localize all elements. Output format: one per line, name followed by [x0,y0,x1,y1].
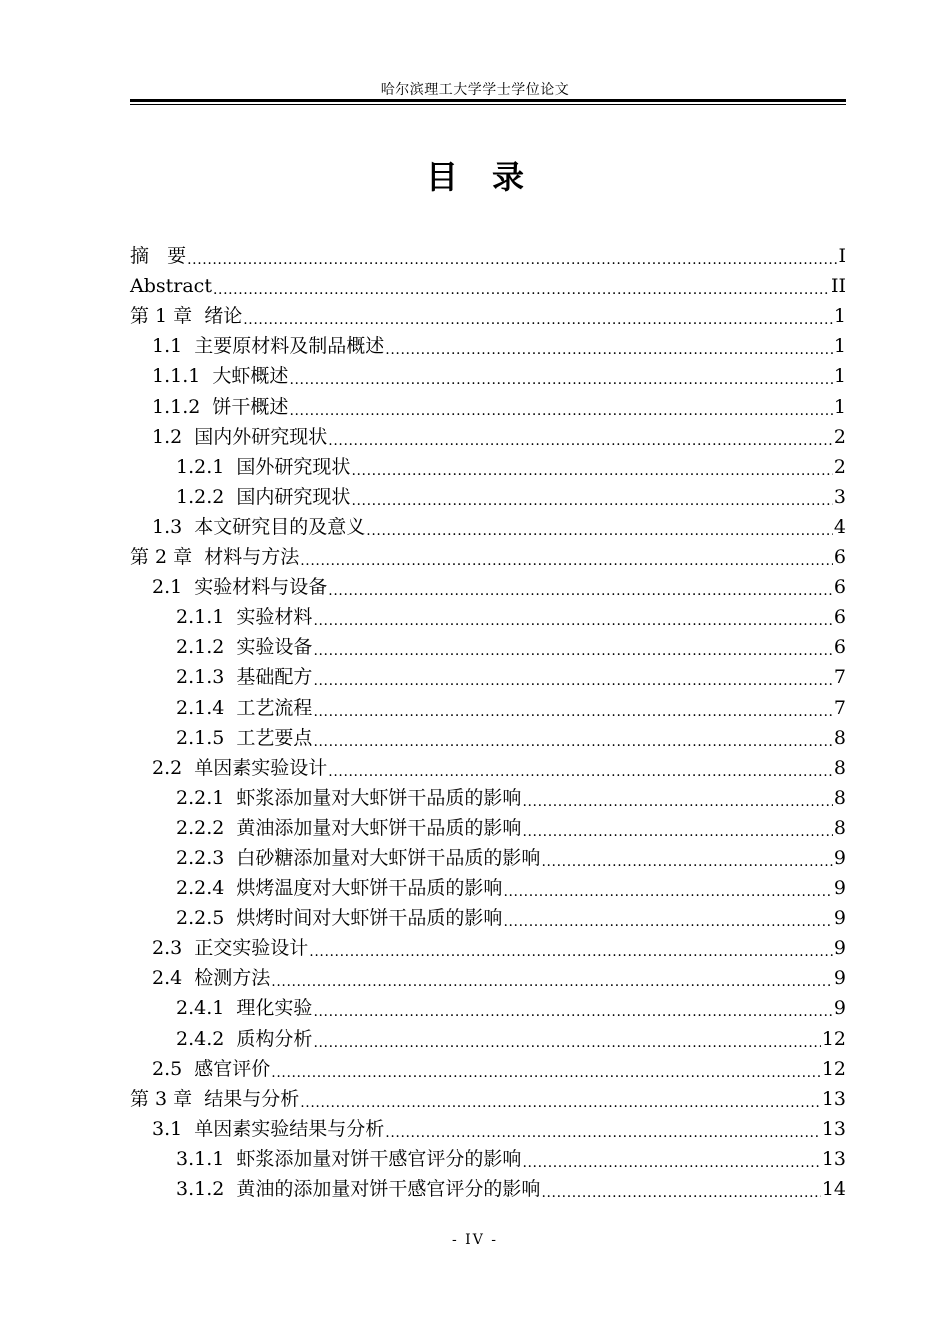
toc-entry-page: 1 [833,395,846,418]
toc-entry-label: 2.1.1 实验材料 [176,606,313,629]
toc-entry[interactable] [130,572,846,602]
toc-entry-label: 第 1 章 绪论 [130,305,243,328]
toc-entry-label: 摘 要 [130,245,187,268]
toc-entry-page: 13 [821,1117,846,1140]
toc-entry-label: Abstract [130,275,212,298]
toc-entry-page: 12 [821,1057,846,1080]
toc-entry[interactable] [130,632,846,662]
toc-dot-leader [313,670,832,692]
toc-entry-label: 2.2.3 白砂糖添加量对大虾饼干品质的影响 [176,846,541,869]
toc-dot-leader [289,400,832,422]
toc-entry-label: 2.4 检测方法 [152,967,271,990]
toc-entry-label: 3.1 单因素实验结果与分析 [152,1117,385,1140]
running-header: 哈尔滨理工大学学士学位论文 [380,82,570,98]
toc-entry[interactable] [130,1023,846,1053]
toc-dot-leader [503,881,832,903]
toc-entry-label: 1.1.2 饼干概述 [152,395,289,418]
toc-entry[interactable] [130,452,846,482]
toc-entry-label: 2.1.3 基础配方 [176,666,313,689]
toc-entry-page: 9 [833,967,846,990]
toc-dot-leader [541,851,832,873]
toc-entry-label: 1.3 本文研究目的及意义 [152,515,366,538]
toc-entry-label: 2.1.2 实验设备 [176,636,313,659]
toc-dot-leader [271,1062,821,1084]
toc-dot-leader [313,1032,820,1054]
toc-entry-page: 9 [833,877,846,900]
toc-dot-leader [522,791,832,813]
toc-dot-leader [328,761,833,783]
toc-entry[interactable] [130,361,846,391]
toc-entry-page: 7 [833,666,846,689]
toc-entry-page: 8 [833,756,846,779]
toc-entry-page: 2 [833,425,846,448]
toc-dot-leader [522,1152,820,1174]
toc-dot-leader [328,430,833,452]
toc-dot-leader [313,731,832,753]
toc-entry-page: 9 [833,937,846,960]
toc-dot-leader [313,640,832,662]
toc-entry[interactable] [130,903,846,933]
toc-dot-leader [385,1122,821,1144]
toc-entry[interactable] [130,662,846,692]
toc-dot-leader [503,911,832,933]
toc-entry[interactable] [130,271,846,301]
toc-dot-leader [187,249,837,271]
toc-entry[interactable] [130,391,846,421]
toc-entry[interactable] [130,873,846,903]
toc-entry-label: 3.1.1 虾浆添加量对饼干感官评分的影响 [176,1147,522,1170]
toc-dot-leader [309,941,833,963]
toc-entry-page: I [838,245,846,268]
toc-entry[interactable] [130,933,846,963]
toc-entry[interactable] [130,542,846,572]
toc-entry-page: 7 [833,696,846,719]
toc-entry[interactable] [130,1174,846,1204]
toc-entry[interactable] [130,692,846,722]
toc-entry-label: 1.2 国内外研究现状 [152,425,328,448]
toc-dot-leader [328,580,833,602]
toc-entry-label: 2.1.4 工艺流程 [176,696,313,719]
toc-entry[interactable] [130,482,846,512]
toc-entry[interactable] [130,512,846,542]
toc-entry-label: 2.4.1 理化实验 [176,997,313,1020]
toc-dot-leader [300,550,833,572]
toc-entry[interactable] [130,1144,846,1174]
toc-entry-label: 2.2.2 黄油添加量对大虾饼干品质的影响 [176,816,522,839]
toc-dot-leader [300,1092,821,1114]
toc-dot-leader [243,309,833,331]
toc-dot-leader [522,821,832,843]
toc-entry[interactable] [130,723,846,753]
toc-entry-label: 2.4.2 质构分析 [176,1027,313,1050]
toc-dot-leader [271,971,833,993]
toc-entry[interactable] [130,422,846,452]
toc-entry[interactable] [130,843,846,873]
toc-entry[interactable] [130,301,846,331]
toc-entry[interactable] [130,783,846,813]
toc-entry-page: 1 [833,335,846,358]
toc-entry-page: 4 [833,515,846,538]
toc-entry-page: 1 [833,305,846,328]
toc-entry-page: 12 [821,1027,846,1050]
toc-entry[interactable] [130,1114,846,1144]
toc-entry[interactable] [130,1054,846,1084]
toc-dot-leader [213,279,830,301]
toc-dot-leader [289,369,832,391]
toc-entry-label: 2.3 正交实验设计 [152,937,309,960]
toc-dot-leader [351,460,832,482]
toc-dot-leader [385,339,833,361]
toc-entry-label: 1.1 主要原材料及制品概述 [152,335,385,358]
toc-dot-leader [366,520,833,542]
toc-entry-page: 9 [833,997,846,1020]
toc-dot-leader [351,490,832,512]
toc-entry[interactable] [130,1084,846,1114]
toc-title: 目录 [425,158,558,196]
toc-entry[interactable] [130,813,846,843]
toc-entry-page: 8 [833,726,846,749]
header-rule-thick [130,99,846,102]
toc-entry-page: 13 [821,1087,846,1110]
toc-entry-label: 第 2 章 材料与方法 [130,546,300,569]
toc-entry[interactable] [130,753,846,783]
toc-entry-label: 2.5 感官评价 [152,1057,271,1080]
toc-entry-page: 6 [833,576,846,599]
toc-entry[interactable] [130,602,846,632]
toc-entry-page: 6 [833,636,846,659]
toc-dot-leader [313,701,832,723]
toc-entry-label: 1.2.1 国外研究现状 [176,455,351,478]
toc-entry-page: 13 [821,1147,846,1170]
toc-dot-leader [313,610,832,632]
toc-entry-label: 3.1.2 黄油的添加量对饼干感官评分的影响 [176,1178,541,1200]
toc-entry-page: 9 [833,907,846,930]
toc-dot-leader [313,1001,832,1023]
toc-entry-page: 9 [833,846,846,869]
toc-entry-label: 2.1 实验材料与设备 [152,576,328,599]
toc-entry-label: 2.2 单因素实验设计 [152,756,328,779]
toc-dot-leader [541,1182,820,1204]
toc-entry-label: 1.1.1 大虾概述 [152,365,289,388]
toc-entry[interactable] [130,331,846,361]
toc-entry-page: 1 [833,365,846,388]
toc-entry-label: 2.2.1 虾浆添加量对大虾饼干品质的影响 [176,786,522,809]
header-rule-thin [130,104,846,105]
toc-entry-page: 6 [833,546,846,569]
toc-entry-label: 第 3 章 结果与分析 [130,1087,300,1110]
toc-entry[interactable] [130,241,846,271]
toc-entry[interactable] [130,963,846,993]
toc-entry-page: II [830,275,846,298]
toc-entry-label: 2.1.5 工艺要点 [176,726,313,749]
toc-entry[interactable] [130,993,846,1023]
toc-entry-label: 2.2.4 烘烤温度对大虾饼干品质的影响 [176,877,503,900]
toc-entry-label: 1.2.2 国内研究现状 [176,485,351,508]
toc-entry-page: 3 [833,485,846,508]
toc-entry-page: 2 [833,455,846,478]
toc-entry-page: 8 [833,816,846,839]
table-of-contents [130,241,846,1204]
toc-entry-page: 8 [833,786,846,809]
toc-entry-page: 6 [833,606,846,629]
page-number: - IV - [451,1232,498,1248]
toc-entry-label: 2.2.5 烘烤时间对大虾饼干品质的影响 [176,907,503,930]
toc-entry-page: 14 [821,1178,846,1200]
